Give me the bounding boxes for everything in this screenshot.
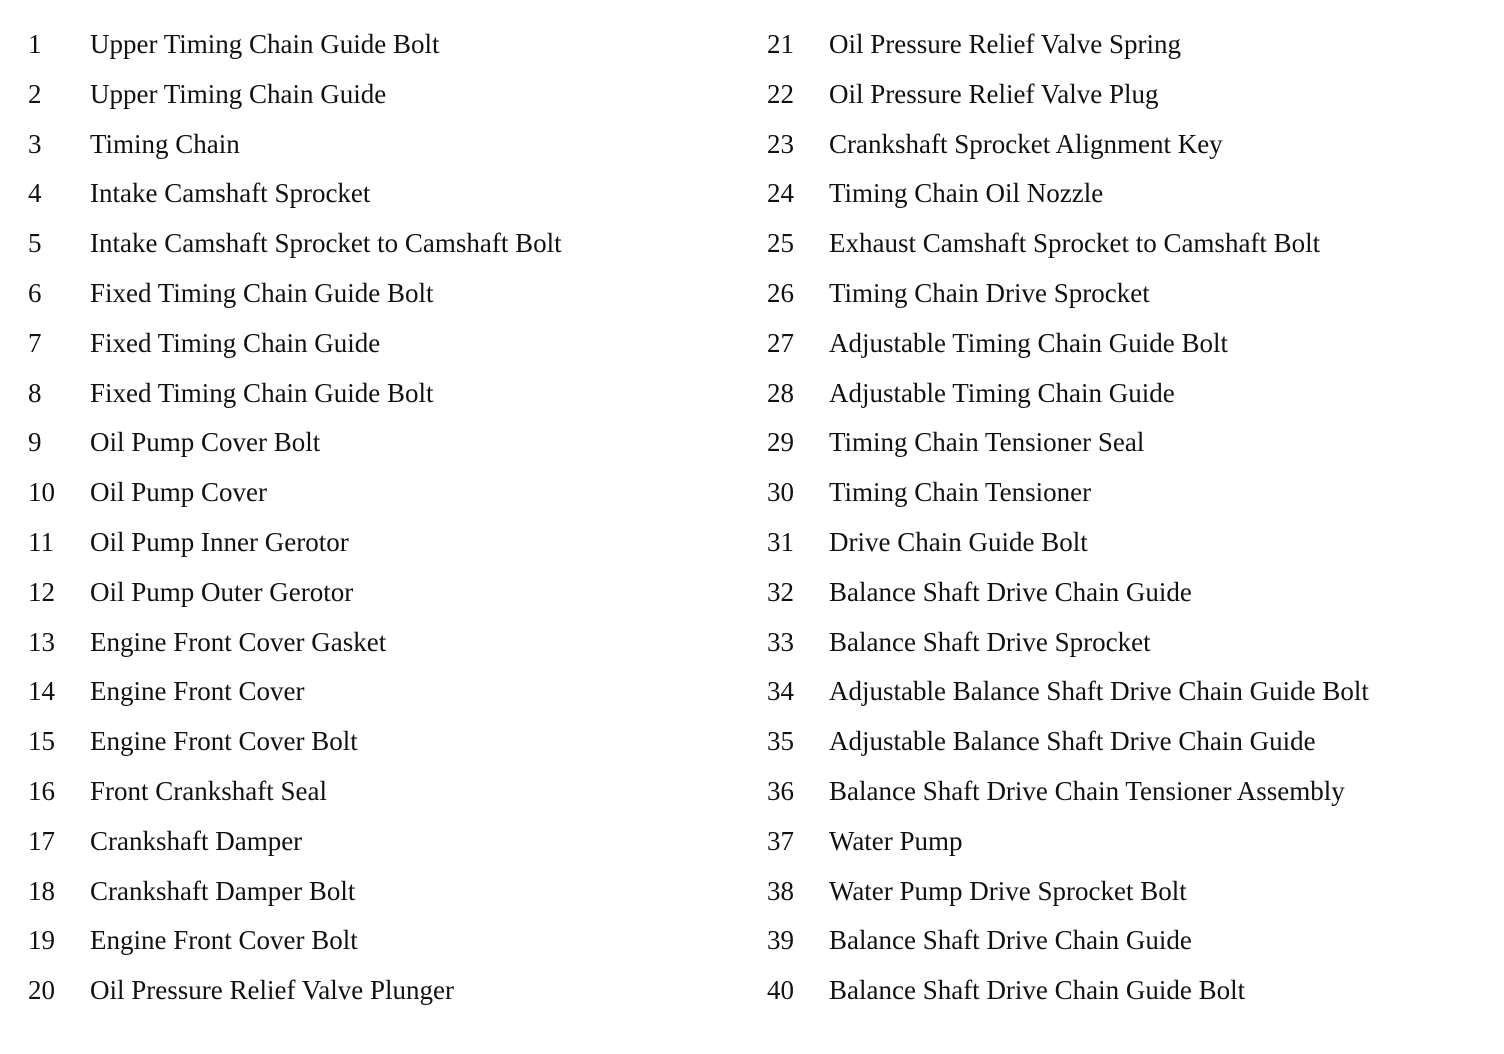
legend-item-label: Oil Pressure Relief Valve Plug <box>829 78 1159 109</box>
legend-item-number: 24 <box>767 178 794 209</box>
legend-item <box>767 667 1369 717</box>
legend-item-label: Engine Front Cover <box>90 676 305 707</box>
legend-item-label: Timing Chain Tensioner <box>829 477 1092 508</box>
legend-item-label: Adjustable Balance Shaft Drive Chain Guide <box>829 726 1316 757</box>
legend-item-label: Upper Timing Chain Guide <box>90 78 387 109</box>
legend-item <box>767 20 1369 70</box>
legend-item-number: 22 <box>767 78 794 109</box>
legend-item-label: Oil Pump Inner Gerotor <box>90 526 349 557</box>
legend-item <box>28 269 562 319</box>
legend-item-label: Balance Shaft Drive Sprocket <box>829 626 1151 657</box>
legend-item <box>767 418 1369 468</box>
legend-item <box>28 867 562 917</box>
legend-item-label: Water Pump <box>829 825 963 856</box>
legend-item-number: 12 <box>28 576 55 607</box>
legend-item-label: Crankshaft Damper Bolt <box>90 875 356 906</box>
legend-item-number: 33 <box>767 626 794 657</box>
legend-item-number: 1 <box>28 29 42 59</box>
legend-item-label: Oil Pressure Relief Valve Spring <box>829 29 1181 59</box>
legend-item-number: 36 <box>767 775 794 806</box>
legend-item <box>767 70 1369 120</box>
legend-item-number: 28 <box>767 377 794 408</box>
legend-item-number: 6 <box>28 277 42 308</box>
legend-item-number: 35 <box>767 726 794 757</box>
legend-item-number: 40 <box>767 975 794 1006</box>
legend-item-label: Drive Chain Guide Bolt <box>829 526 1088 557</box>
legend-item-number: 34 <box>767 676 794 707</box>
legend-item <box>767 369 1369 419</box>
legend-item-number: 16 <box>28 775 55 806</box>
legend-item-number: 3 <box>28 128 42 159</box>
legend-item-label: Oil Pressure Relief Valve Plunger <box>90 975 454 1006</box>
legend-item-number: 30 <box>767 477 794 508</box>
legend-item-label: Balance Shaft Drive Chain Guide <box>829 925 1192 956</box>
legend-item-number: 20 <box>28 975 55 1006</box>
legend-item-number: 10 <box>28 477 55 508</box>
legend-item-label: Balance Shaft Drive Chain Guide <box>829 576 1192 607</box>
legend-item-label: Fixed Timing Chain Guide Bolt <box>90 377 434 408</box>
legend-item <box>28 916 562 966</box>
legend-item-label: Exhaust Camshaft Sprocket to Camshaft Bolt <box>829 228 1321 259</box>
legend-item-label: Engine Front Cover Bolt <box>90 925 358 956</box>
legend-item-label: Adjustable Timing Chain Guide <box>829 377 1175 408</box>
legend-item-label: Intake Camshaft Sprocket to Camshaft Bolt <box>90 228 562 259</box>
legend-item <box>767 319 1369 369</box>
legend-item <box>28 120 562 170</box>
legend-item <box>767 817 1369 867</box>
legend-item-number: 13 <box>28 626 55 657</box>
legend-item <box>28 169 562 219</box>
legend-item <box>28 966 562 1016</box>
legend-column-right <box>767 20 1369 1016</box>
legend-item-label: Crankshaft Damper <box>90 825 303 856</box>
legend-item <box>28 518 562 568</box>
legend-item-number: 9 <box>28 427 42 458</box>
legend-item <box>28 70 562 120</box>
legend-item-label: Timing Chain Oil Nozzle <box>829 178 1104 209</box>
legend-item-label: Timing Chain <box>90 128 240 159</box>
legend-item-number: 27 <box>767 327 794 358</box>
legend-item <box>28 817 562 867</box>
legend-item-label: Balance Shaft Drive Chain Guide Bolt <box>829 975 1246 1006</box>
legend-item-number: 17 <box>28 825 55 856</box>
legend-item-label: Oil Pump Cover Bolt <box>90 427 321 458</box>
legend-item-number: 5 <box>28 228 42 259</box>
legend-item <box>767 568 1369 618</box>
legend-item-number: 38 <box>767 875 794 906</box>
legend-item <box>767 916 1369 966</box>
legend-item-label: Intake Camshaft Sprocket <box>90 178 371 209</box>
legend-item <box>28 20 562 70</box>
legend-item-number: 31 <box>767 526 794 557</box>
legend-item-number: 4 <box>28 178 42 209</box>
legend-item-number: 26 <box>767 277 794 308</box>
legend-item <box>28 468 562 518</box>
legend-item <box>767 966 1369 1016</box>
legend-item-label: Upper Timing Chain Guide Bolt <box>90 29 440 59</box>
legend-item-number: 15 <box>28 726 55 757</box>
legend-item-number: 25 <box>767 228 794 259</box>
legend-item-number: 39 <box>767 925 794 956</box>
legend-item-label: Fixed Timing Chain Guide Bolt <box>90 277 434 308</box>
legend-item-label: Water Pump Drive Sprocket Bolt <box>829 875 1187 906</box>
legend-item-number: 2 <box>28 78 42 109</box>
legend-item-label: Oil Pump Cover <box>90 477 268 508</box>
legend-item-label: Engine Front Cover Bolt <box>90 726 358 757</box>
legend-item-number: 37 <box>767 825 794 856</box>
legend-item <box>767 867 1369 917</box>
legend-item-label: Fixed Timing Chain Guide <box>90 327 381 358</box>
legend-column-left <box>28 20 562 1016</box>
legend-item <box>767 518 1369 568</box>
legend-item-label: Engine Front Cover Gasket <box>90 626 387 657</box>
legend-item <box>28 618 562 668</box>
legend-item <box>767 767 1369 817</box>
legend-item-number: 29 <box>767 427 794 458</box>
legend-item-label: Oil Pump Outer Gerotor <box>90 576 354 607</box>
legend-item-number: 18 <box>28 875 55 906</box>
legend-item-label: Adjustable Balance Shaft Drive Chain Guide Bolt <box>829 676 1369 707</box>
legend-item-label: Timing Chain Tensioner Seal <box>829 427 1145 458</box>
legend-item-number: 14 <box>28 676 55 707</box>
legend-item <box>767 269 1369 319</box>
legend-item <box>28 717 562 767</box>
legend-item <box>28 767 562 817</box>
legend-item-number: 8 <box>28 377 42 408</box>
legend-item <box>767 618 1369 668</box>
legend-item <box>28 418 562 468</box>
legend-item-label: Balance Shaft Drive Chain Tensioner Assembly <box>829 775 1345 806</box>
legend-item-number: 11 <box>28 526 54 557</box>
legend-item <box>28 319 562 369</box>
legend-item-label: Adjustable Timing Chain Guide Bolt <box>829 327 1229 358</box>
legend-item <box>767 717 1369 767</box>
legend-item <box>767 169 1369 219</box>
legend-item-number: 23 <box>767 128 794 159</box>
legend-item <box>767 468 1369 518</box>
legend-item-label: Timing Chain Drive Sprocket <box>829 277 1150 308</box>
legend-item <box>28 568 562 618</box>
legend-item-number: 32 <box>767 576 794 607</box>
legend-item <box>28 219 562 269</box>
legend-item <box>28 369 562 419</box>
legend-item-label: Front Crankshaft Seal <box>90 775 327 806</box>
legend-item-number: 19 <box>28 925 55 956</box>
legend-item-label: Crankshaft Sprocket Alignment Key <box>829 128 1223 159</box>
legend-item <box>767 219 1369 269</box>
legend-item-number: 21 <box>767 29 794 59</box>
legend-item <box>28 667 562 717</box>
legend-item <box>767 120 1369 170</box>
legend-item-number: 7 <box>28 327 42 358</box>
